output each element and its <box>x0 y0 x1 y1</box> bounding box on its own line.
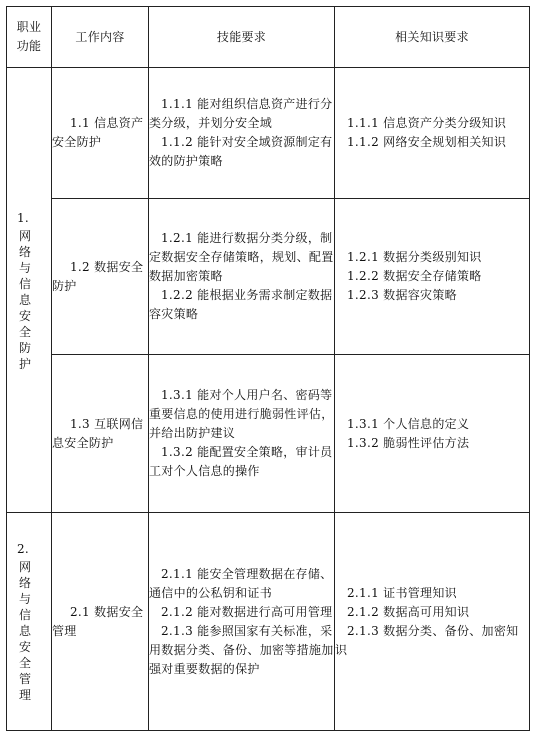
knowledge-cell <box>335 68 530 199</box>
header-skill: 技能要求 <box>149 7 335 68</box>
knowledge-item: 1.3.2 脆弱性评估方法 <box>347 435 470 450</box>
skill-item: 2.1.1 能安全管理数据在存储、通信中的公私钥和证书 <box>149 566 333 600</box>
knowledge-cell <box>335 355 530 513</box>
header-row <box>7 7 530 68</box>
table-row <box>7 68 530 199</box>
work-content-cell <box>52 68 149 199</box>
skill-item: 1.3.1 能对个人用户名、密码等重要信息的使用进行脆弱性评估，并给出防护建议 <box>149 388 334 440</box>
work-content: 1.2 数据安全防护 <box>52 259 144 293</box>
work-content-cell <box>52 513 149 731</box>
function-cell <box>7 68 52 513</box>
occupational-standard-table <box>6 6 530 731</box>
work-content: 2.1 数据安全管理 <box>52 604 144 638</box>
skill-item: 1.1.2 能针对安全域资源制定有效的防护策略 <box>149 135 333 168</box>
function-number: 1. <box>17 210 30 225</box>
knowledge-item: 1.2.2 数据安全存储策略 <box>347 269 482 283</box>
knowledge-cell <box>335 199 530 355</box>
function-cell <box>7 513 52 731</box>
table-row <box>7 355 530 513</box>
skill-item: 1.2.2 能根据业务需求制定数据容灾策略 <box>149 288 333 321</box>
work-content-cell <box>52 199 149 355</box>
work-content: 1.3 互联网信息安全防护 <box>52 416 144 450</box>
knowledge-item: 1.2.3 数据容灾策略 <box>347 288 457 302</box>
work-content-cell <box>52 355 149 513</box>
skill-cell <box>149 68 335 199</box>
knowledge-item: 1.3.1 个人信息的定义 <box>347 416 470 431</box>
knowledge-item: 2.1.2 数据高可用知识 <box>347 604 470 619</box>
skill-item: 2.1.3 能参照国家有关标准，采用数据分类、备份、加密等措施加强对重要数据的保护 <box>149 623 334 676</box>
table-row <box>7 199 530 355</box>
skill-cell <box>149 355 335 513</box>
skill-cell <box>149 199 335 355</box>
skill-item: 1.1.1 能对组织信息资产进行分类分级，并划分安全域 <box>149 97 333 130</box>
skill-cell <box>149 513 335 731</box>
table-row <box>7 513 530 731</box>
knowledge-item: 1.1.1 信息资产分类分级知识 <box>347 116 507 130</box>
header-function-label: 职业功能 <box>16 20 42 53</box>
header-knowledge: 相关知识要求 <box>335 7 530 68</box>
knowledge-item: 1.2.1 数据分类级别知识 <box>347 250 482 264</box>
header-function <box>7 7 52 68</box>
knowledge-item: 2.1.3 数据分类、备份、加密知识 <box>335 623 519 657</box>
work-content: 1.1 信息资产安全防护 <box>52 116 144 149</box>
skill-item: 2.1.2 能对数据进行高可用管理 <box>161 604 333 619</box>
header-work: 工作内容 <box>52 7 149 68</box>
function-number: 2. <box>17 542 30 556</box>
skill-item: 1.3.2 能配置安全策略，审计员工对个人信息的操作 <box>149 445 333 478</box>
knowledge-item: 1.1.2 网络安全规划相关知识 <box>347 135 507 149</box>
knowledge-item: 2.1.1 证书管理知识 <box>347 585 457 600</box>
skill-item: 1.2.1 能进行数据分类分级，制定数据安全存储策略，规划、配置数据加密策略 <box>149 231 334 283</box>
function-name: 网络与信息安全管理 <box>19 560 32 702</box>
knowledge-cell <box>335 513 530 731</box>
function-name: 网络与信息安全防护 <box>19 228 32 371</box>
